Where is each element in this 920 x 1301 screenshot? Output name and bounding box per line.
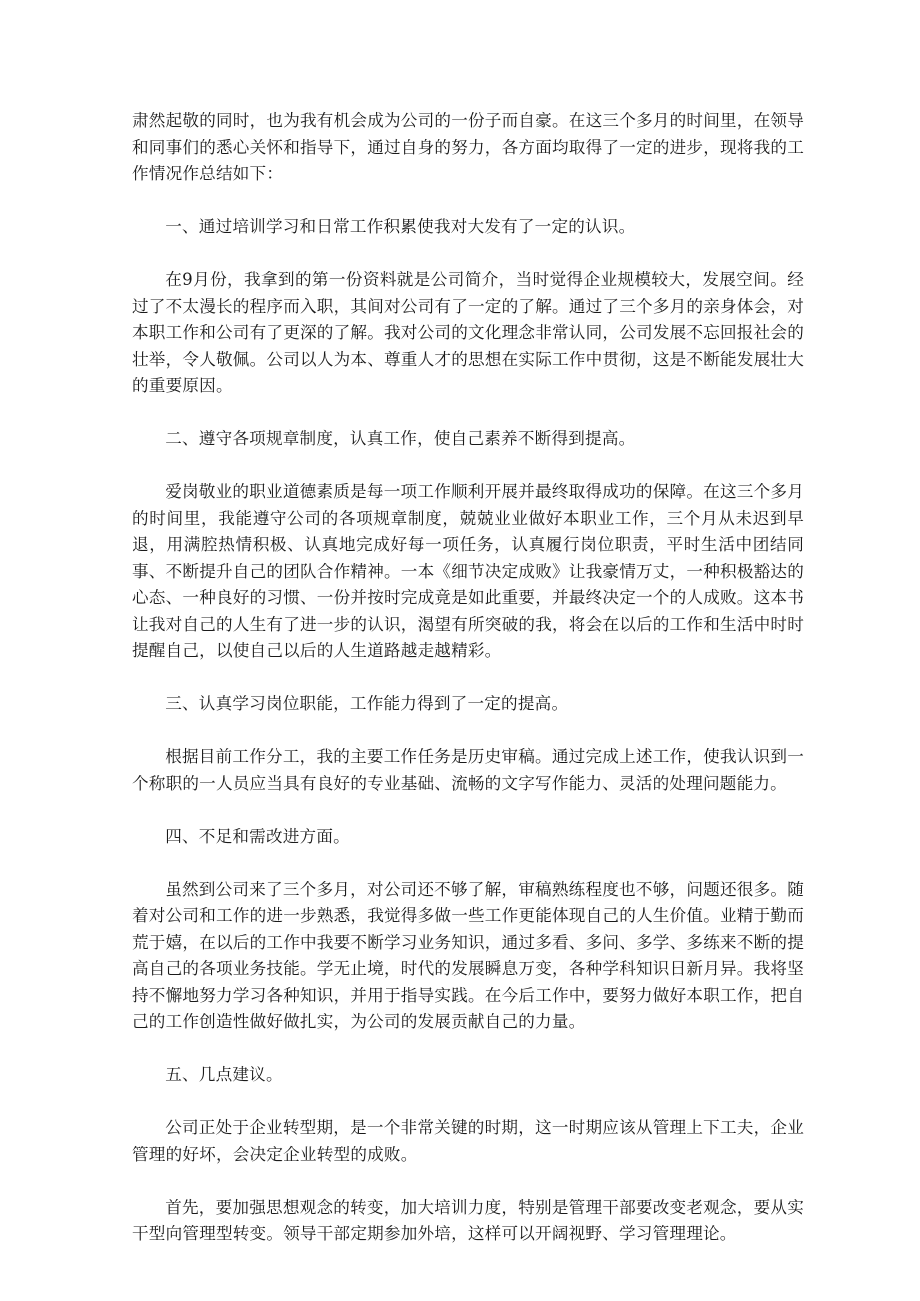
paragraph: 公司正处于企业转型期，是一个非常关键的时期，这一时期应该从管理上下工夫，企业管理的好坏，会决定企业转型的成败。 <box>132 1118 804 1164</box>
section-heading-5: 五、几点建议。 <box>165 1065 283 1084</box>
paragraph: 爱岗敬业的职业道德素质是每一项工作顺利开展并最终取得成功的保障。在这三个多月的时间里，我能遵守公司的各项规章制度，兢兢业业做好本职业工作，三个月从未迟到早退，用满腔热情积极、认真地完成好每一项任务，认真履行岗位职责，平时生活中团结同事、不断提升自己的团队合作精神。一本《细节决定成败》让我豪情万丈，一种积极豁达的心态、一种良好的习惯、一份并按时完成竟是如此重要，并最终决定一个的人成败。这本书让我对自己的人生有了进一步的认识，渴望有所突破的我，将会在以后的工作和生活中时时提醒自己，以使自己以后的人生道路越走越精彩。 <box>132 482 804 660</box>
paragraph: 首先，要加强思想观念的转变，加大培训力度，特别是管理干部要改变老观念，要从实干型向管理型转变。领导干部定期参加外培，这样可以开阔视野、学习管理理论。 <box>132 1197 804 1243</box>
section-heading-4: 四、不足和需改进方面。 <box>165 826 350 846</box>
paragraph: 在9月份，我拿到的第一份资料就是公司简介，当时觉得企业规模较大，发展空间。经过了不太漫长的程序而入职，其间对公司有了一定的了解。通过了三个多月的亲身体会，对本职工作和公司有了更深的了解。我对公司的文化理念非常认同，公司发展不忘回报社会的壮举，令人敬佩。公司以人为本、尊重人才的思想在实际工作中贯彻，这是不断能发展壮大的重要原因。 <box>132 270 804 395</box>
paragraph: 虽然到公司来了三个多月，对公司还不够了解，审稿熟练程度也不够，问题还很多。随着对公司和工作的进一步熟悉，我觉得多做一些工作更能体现自己的人生价值。业精于勤而荒于嬉，在以后的工作中我要不断学习业务知识，通过多看、多问、多学、多练来不断的提高自己的各项业务技能。学无止境，时代的发展瞬息万变，各种学科知识日新月异。我将坚持不懈地努力学习各种知识，并用于指导实践。在今后工作中，要努力做好本职工作，把自己的工作创造性做好做扎实，为公司的发展贡献自己的力量。 <box>132 879 804 1031</box>
section-heading-1: 一、通过培训学习和日常工作积累使我对大发有了一定的认识。 <box>165 217 636 236</box>
paragraph: 根据目前工作分工，我的主要工作任务是历史审稿。通过完成上述工作，使我认识到一个称职的一人员应当具有良好的专业基础、流畅的文字写作能力、灵活的处理问题能力。 <box>132 747 804 793</box>
section-heading-2: 二、遵守各项规章制度，认真工作，使自己素养不断得到提高。 <box>165 429 636 448</box>
document-body <box>132 108 804 1274</box>
paragraph-intro-continued: 肃然起敬的同时，也为我有机会成为公司的一份子而自豪。在这三个多月的时间里，在领导和同事们的悉心关怀和指导下，通过自身的努力，各方面均取得了一定的进步，现将我的工作情况作总结如下： <box>132 111 804 183</box>
section-heading-3: 三、认真学习岗位职能，工作能力得到了一定的提高。 <box>165 694 569 713</box>
